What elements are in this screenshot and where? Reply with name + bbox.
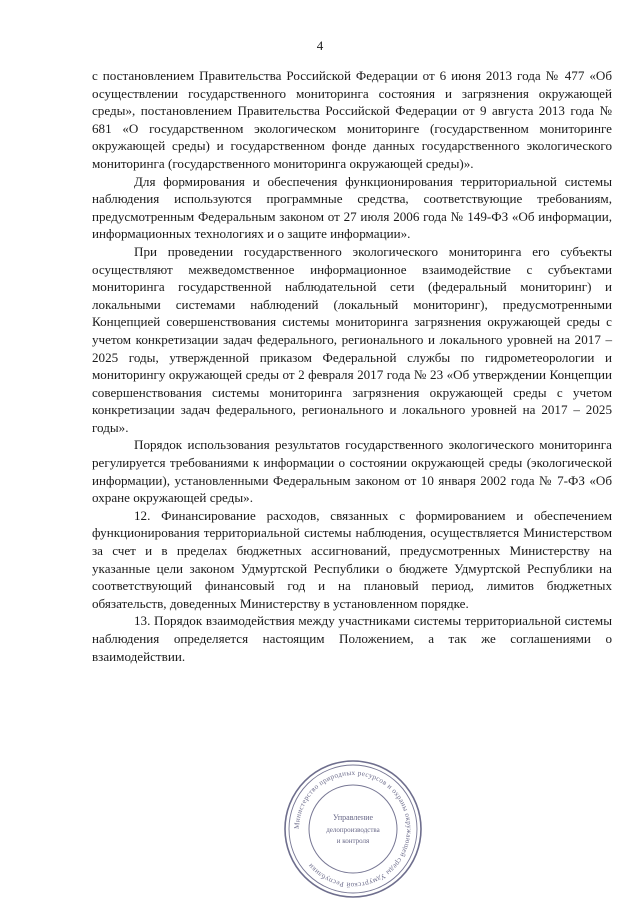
document-body bbox=[92, 67, 612, 665]
paragraph-continuation: с постановлением Правительства Российской Федерации от 6 июня 2013 года № 477 «Об осуществлении государственного мониторинга состояния и загрязнения окружающей среды», постановлением Правительства Российской Федерации от 9 августа 2013 года № 681 «О государственном экологическом мониторинге (государственном мониторинге окружающей среды) и государственном фонде данных государственного экологического мониторинга (государственного мониторинга окружающей среды)». bbox=[92, 68, 612, 171]
stamp-center-line-1: Управление bbox=[332, 813, 374, 822]
paragraph-item-13: 13. Порядок взаимодействия между участниками системы территориальной системы наблюдения определяется настоящим Положением, а так же соглашениями о взаимодействии. bbox=[92, 613, 612, 664]
official-stamp bbox=[282, 758, 424, 900]
paragraph-item-12: 12. Финансирование расходов, связанных с формированием и обеспечением функционирования территориальной системы наблюдения, осуществляется Министерством за счет и в пределах бюджетных ассигнований, предусмотренных Министерству на указанные цели законом Удмуртской Республики о бюджете Удмуртской Республики на соответствующий финансовый год и на плановый период, лимитов бюджетных обязательств, доведенных Министерству в установленном порядке. bbox=[92, 507, 612, 611]
paragraph-results-usage: Порядок использования результатов государственного экологического мониторинга регулируется требованиями к информации о состоянии окружающей среды (экологической информации), установленными Федеральным законом от 10 января 2002 года № 7-ФЗ «Об охране окружающей среды». bbox=[92, 437, 612, 506]
stamp-ring-text: Министерство природных ресурсов и охраны окружающей среды Удмуртской Республики bbox=[292, 768, 414, 890]
stamp-center-line-3: и контроля bbox=[336, 837, 370, 845]
page-number: 4 bbox=[316, 38, 324, 53]
paragraph-software: Для формирования и обеспечения функционирования территориальной системы наблюдения используются программные средства, соответствующие требованиям, предусмотренным Федеральным законом от 27 июля 2006 года № 149-ФЗ «Об информации, информационных технологиях и о защите информации». bbox=[92, 173, 612, 242]
paragraph-interaction: При проведении государственного экологического мониторинга его субъекты осуществляют межведомственное информационное взаимодействие с субъектами мониторинга государственной наблюдательной сети (федеральный мониторинг) и локальными системами наблюдений (локальный мониторинг), предусмотренными Концепцией совершенствования системы мониторинга загрязнения окружающей среды с учетом конкретизации задач федерального, регионального и локального уровней на 2017 – 2025 годы, утвержденной приказом Федеральной службы по гидрометеорологии и мониторингу окружающей среды от 2 февраля 2017 года № 23 «Об утверждении Концепции совершенствования системы мониторинга загрязнения окружающей среды с учетом конкретизации задач федерального, регионального и локального уровней на 2017 – 2025 годы». bbox=[92, 243, 612, 435]
stamp-center-line-2: делопроизводства bbox=[326, 826, 380, 834]
